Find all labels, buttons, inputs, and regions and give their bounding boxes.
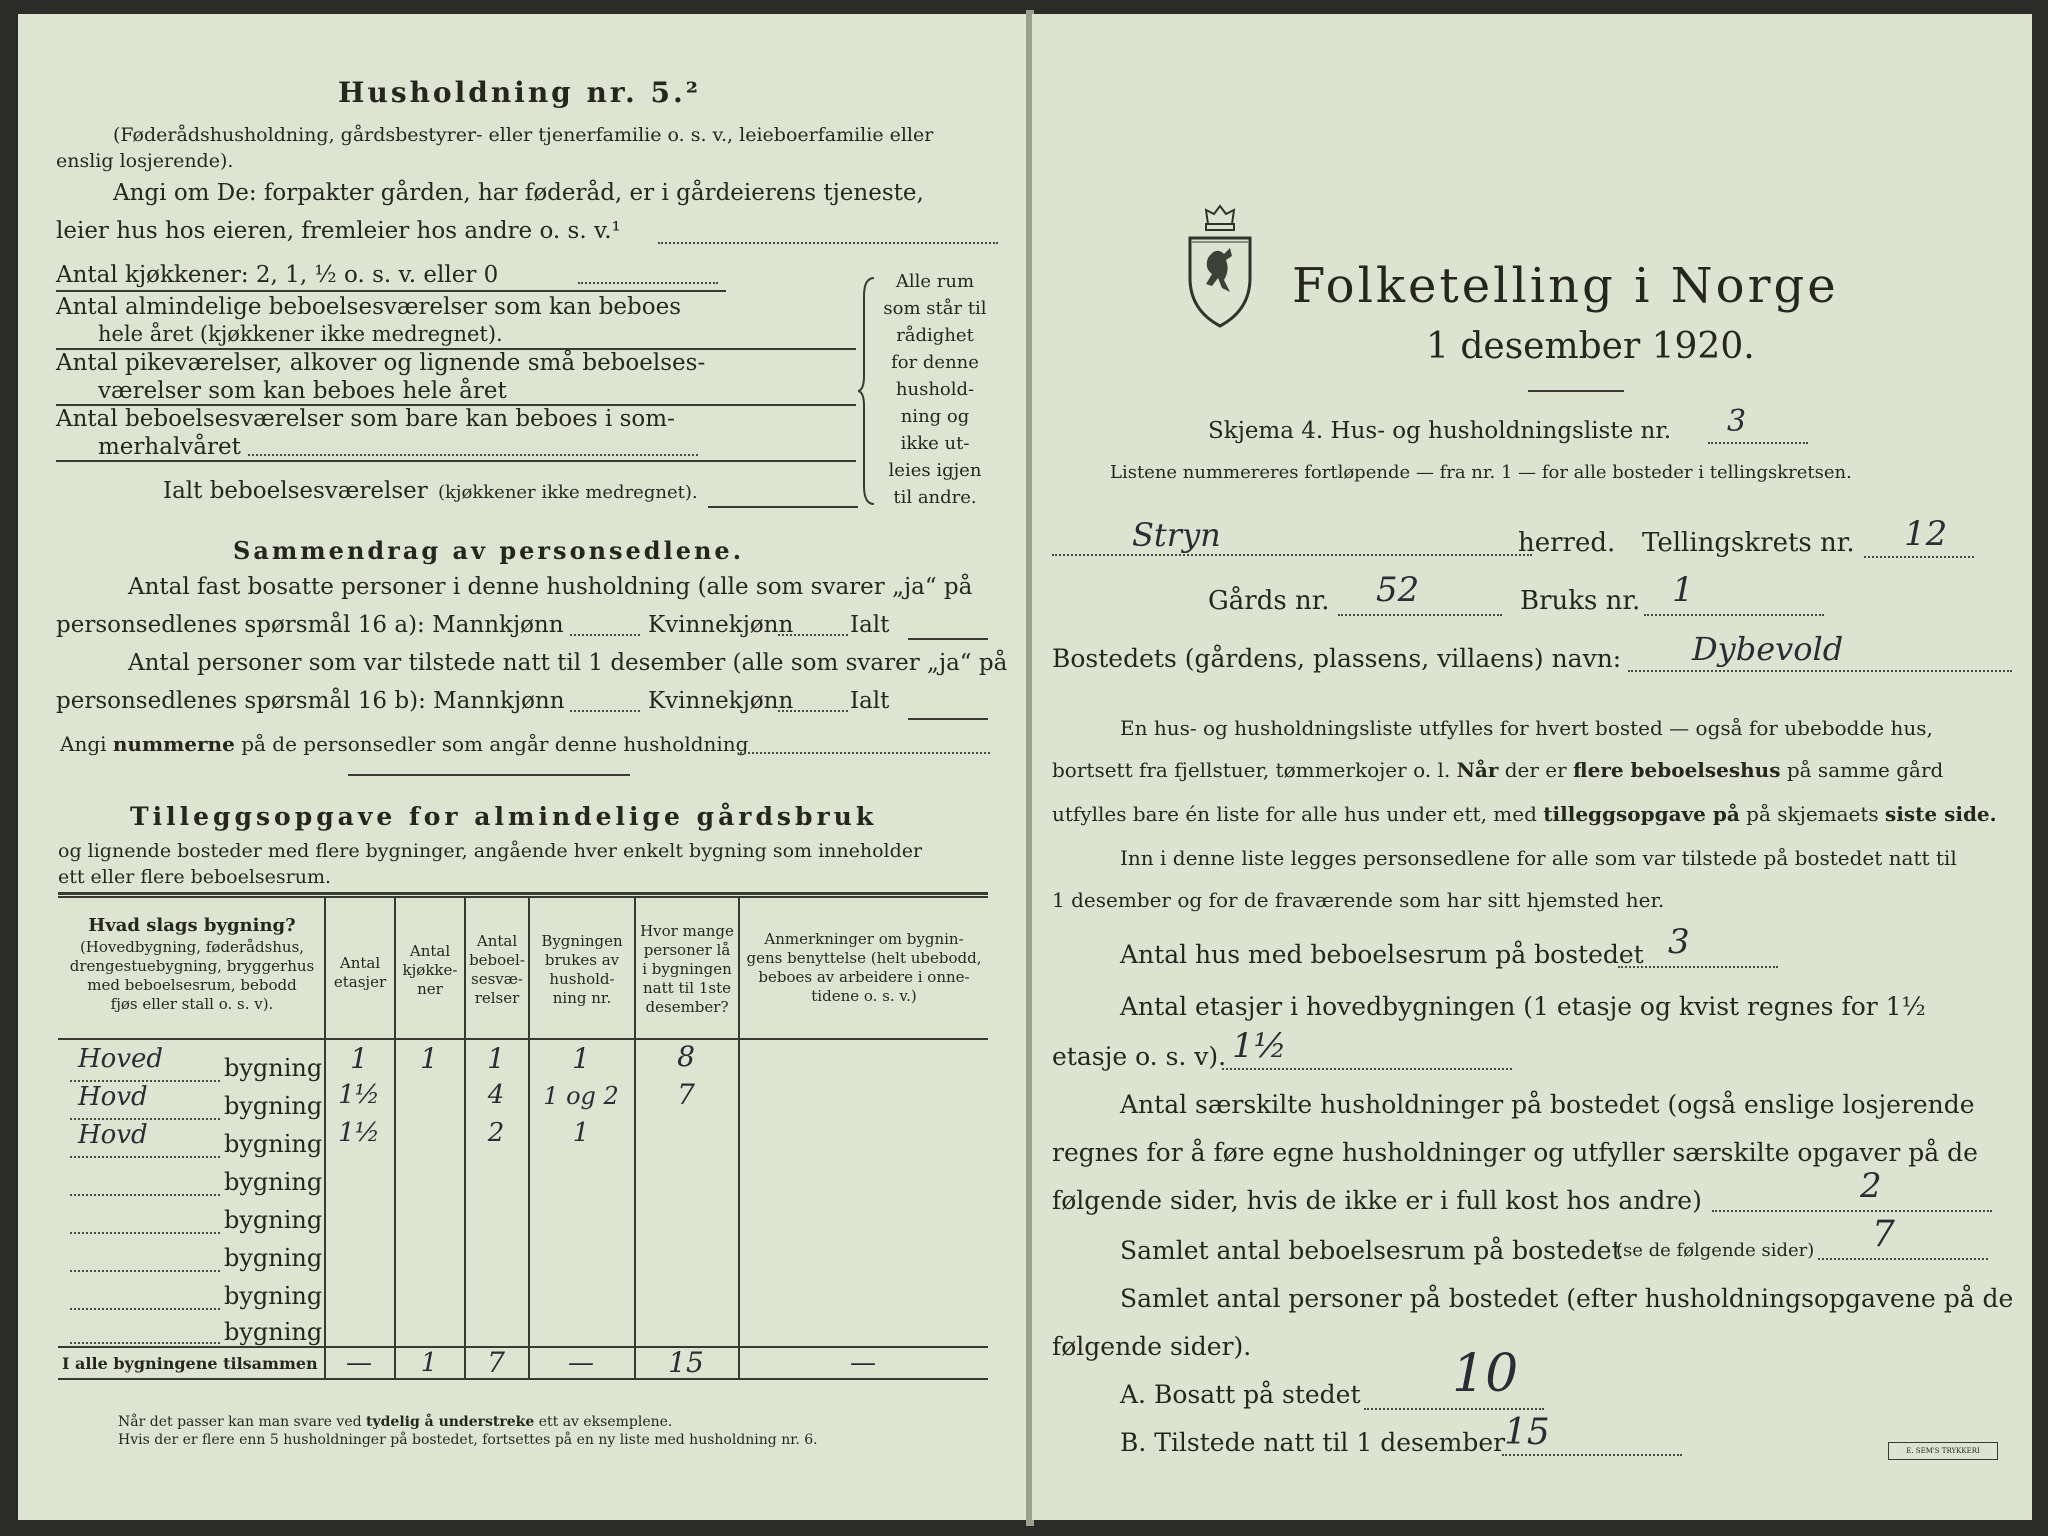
bosted-value: Dybevold [1692,630,1844,668]
husholdning-title: Husholdning nr. 5.² [338,76,702,109]
herred-label: herred. [1518,528,1616,558]
intro-line-2: enslig losjerende). [56,150,234,172]
bosted-label: Bostedets (gårdens, plassens, villaens) navn: [1052,644,1622,673]
sammendrag-p2-line2: personsedlenes spørsmål 16 b): Mannkjønn [56,688,565,714]
alm-line-1: Antal almindelige beboelsesværelser som kan beboes [56,294,682,320]
header-brukes: Bygningen brukes av hushold- ning nr. [541,932,623,1007]
alm-line-2: hele året (kjøkkener ikke medregnet). [98,322,503,346]
footnote-1: Når det passer kan man svare ved tydelig å understreke ett av eksemplene. [118,1414,673,1430]
header-hvad: Hvad slags bygning? (Hovedbygning, føderådshus, drengestuebygning, bryggerhus med beboelsesrum, bebodd fjøs eller stall o. s. v). [69,915,315,1013]
sommer-line-2: merhalvåret [98,434,241,460]
saerskilte-line-3: følgende sider, hvis de ikke er i full kost hos andre) [1052,1186,1702,1215]
samlet-pers-line-1: Samlet antal personer på bostedet (efter husholdningsopgavene på de [1120,1284,2014,1313]
tellingskrets-value: 12 [1904,514,1948,554]
intro-line-1: (Føderådshusholdning, gårdsbestyrer- eller tjenerfamilie o. s. v., leieboerfamilie eller [113,124,934,146]
tilstede-label: B. Tilstede natt til 1 desember [1120,1428,1506,1457]
samlet-rum-value: 7 [1872,1214,1895,1255]
bruks-label: Bruks nr. [1520,586,1641,616]
instructions-2-line2: 1 desember og for de fraværende som har sitt hjemsted her. [1052,888,1665,912]
pike-line-1: Antal pikeværelser, alkover og lignende små beboelses- [56,350,706,376]
printer-stamp: E. SEM'S TRYKKERI [1888,1442,1998,1460]
sammendrag-title: Sammendrag av personsedlene. [233,536,745,565]
header-etasjer: Antal etasjer [333,954,387,991]
header-anmerkninger: Anmerkninger om bygnin- gens benyttelse (helt ubebodd, beboes av arbeidere i onne- tidene o. s. v.) [746,930,982,1005]
samlet-pers-line-2: følgende sider). [1052,1332,1252,1361]
skjema-number: 3 [1727,404,1747,439]
ialt-label-1: Ialt [850,612,890,638]
etasjer-value: 1½ [1232,1026,1287,1066]
main-title: Folketelling i Norge [1292,258,1839,314]
header-vaerelser: Antal beboel- sesvæ- relser [469,932,525,1007]
tellingskrets-label: Tellingskrets nr. [1642,528,1855,558]
sammendrag-p1-line1: Antal fast bosatte personer i denne husholdning (alle som svarer „ja“ på [128,574,973,600]
tillegg-sub-1: og lignende bosteder med flere bygninger, angående hver enkelt bygning som inneholder [58,840,923,862]
samlet-rum-note: (se de følgende sider) [1616,1240,1815,1261]
etasjer-line-2: etasje o. s. v). [1052,1042,1227,1071]
footnote-2: Hvis der er flere enn 5 husholdninger på bostedet, fortsettes på en ny liste med husholdning nr. 6. [118,1432,818,1448]
gards-value: 52 [1376,570,1420,610]
pike-line-2: værelser som kan beboes hele året [98,378,507,404]
saerskilte-value: 2 [1860,1166,1882,1206]
skjema-label: Skjema 4. Hus- og husholdningsliste nr. [1208,418,1672,444]
header-kjokkener: Antal kjøkke- ner [402,942,458,998]
kvinnekjonn-label-2: Kvinnekjønn [648,688,794,714]
sammendrag-p2-line1: Antal personer som var tilstede natt til 1 desember (alle som svarer „ja“ på [128,650,1008,676]
right-page: Folketelling i Norge 1 desember 1920. Skjema 4. Hus- og husholdningsliste nr. 3 Listene nummereres fortløpende — fra nr. 1 — for alle bosteder i tellingskretsen. Stryn herred. Tellingskrets nr. 12 Gårds nr. 52 Bruks nr. 1 Bostedets (gårdens, plassens, villaens) navn: Dybevold En hus- og husholdningsliste utfylles for hvert bosted — også for ubebodde hus, bortsett fra fjellstuer, tømmerkojer o. l. Når der er flere beboelseshus på samme gård utfylles bare én liste for alle hus under ett, med tilleggsopgave på på skjemaets siste side. Inn i denne liste legges personsedlene for alle som var tilstede på bostedet natt til 1 desember og for de fraværende som har sitt hjemsted her. Antal hus med beboelsesrum på bostedet 3 Antal etasjer i hovedbygningen (1 etasje og kvist regnes for 1½ etasje o. s. v). 1½ Antal særskilte husholdninger på bostedet (også enslige losjerende regnes for å føre egne husholdninger og utfyller særskilte opgaver på de følgende sider, hvis de ikke er i full kost hos andre) 2 Samlet antal beboelsesrum på bostedet (se de følgende sider) 7 Samlet antal personer på bostedet (efter husholdningsopgavene på de følgende sider). A. Bosatt på stedet 10 B. Tilstede natt til 1 desember 15 E. SEM'S TRYKKERI [1032,14,2032,1520]
brace-icon [858,276,878,506]
left-page: Husholdning nr. 5.² (Føderådshusholdning, gårdsbestyrer- eller tjenerfamilie o. s. v., leieboerfamilie eller enslig losjerende). Angi om De: forpakter gården, har føderåd, er i gårdeierens tjeneste, leier hus hos eieren, fremleier hos andre o. s. v.¹ Antal kjøkkener: 2, 1, ½ o. s. v. eller 0 Antal almindelige beboelsesværelser som kan beboes hele året (kjøkkener ikke medregnet). Antal pikeværelser, alkover og lignende små beboelses- værelser som kan beboes hele året Antal beboelsesværelser som bare kan beboes i som- merhalvåret Ialt beboelsesværelser (kjøkkener ikke medregnet). Alle rum som står til rådighet for denne hushold- ning og ikke ut- leies igjen til andre. Sammendrag av personsedlene. Antal fast bosatte personer i denne husholdning (alle som svarer „ja“ på personsedlenes spørsmål 16 a): Mannkjønn Kvinnekjønn Ialt Antal personer som var tilstede natt til 1 desember (alle som svarer „ja“ på personsedlenes spørsmål 16 b): Mannkjønn Kvinnekjønn Ialt Angi nummerne på de personsedler som angår denne husholdning Tilleggsopgave for almindelige gårdsbruk og lignende bosteder med flere bygninger, angående hver enkelt bygning som inneholder ett eller flere beboelsesrum. Hvad slags bygning? (Hovedbygning, føderådshus, drengestuebygning, bryggerhus med beboelsesrum, bebodd fjøs eller stall o. s. v). Antal etasjer Antal kjøkke- ner Antal beboel- sesvæ- relser Bygningen brukes av hushold- ning nr. Hvor mange personer lå i bygningen natt til 1ste desember? Anmerkninger om bygnin- gens benyttelse (helt ubebodd, beboes av arbeidere i onne- tidene o. s. v.) Hoved bygning 1 1 1 1 8 Hovd bygning 1½ 4 1 og 2 7 Hovd bygning 1½ 2 1 bygning bygning bygning bygning bygning I alle bygningene tilsammen — 1 7 — 15 — Når det passer kan man svare ved tydelig å understreke ett av eksemplene. Hvis der er flere enn 5 husholdninger på bostedet, fortsettes på en ny liste med husholdning nr. 6. [18,14,1028,1520]
sommer-line-1: Antal beboelsesværelser som bare kan beboes i som- [56,406,675,432]
census-date: 1 desember 1920. [1426,326,1755,367]
etasjer-line-1: Antal etasjer i hovedbygningen (1 etasje og kvist regnes for 1½ [1120,992,1926,1021]
coat-of-arms-icon [1182,202,1258,330]
kvinnekjonn-label-1: Kvinnekjønn [648,612,794,638]
bosatt-label: A. Bosatt på stedet [1120,1380,1361,1409]
tilstede-value: 15 [1504,1412,1550,1453]
antal-hus-value: 3 [1668,922,1690,962]
ialt-rooms-label: Ialt beboelsesværelser [163,478,428,504]
angi-line-2: leier hus hos eieren, fremleier hos andre o. s. v.¹ [56,218,621,244]
header-personer: Hvor mange personer lå i bygningen natt til 1ste desember? [640,922,734,1016]
angi-nummerne: Angi nummerne på de personsedler som angår denne husholdning [60,732,749,756]
tillegg-title: Tilleggsopgave for almindelige gårdsbruk [130,802,878,831]
tillegg-sub-2: ett eller flere beboelsesrum. [58,866,332,888]
side-note: Alle rum som står til rådighet for denne hushold- ning og ikke ut- leies igjen til andre. [883,271,987,508]
listene-note: Listene nummereres fortløpende — fra nr. 1 — for alle bosteder i tellingskretsen. [1110,462,1852,483]
bosatt-value: 10 [1452,1344,1519,1404]
saerskilte-line-2: regnes for å føre egne husholdninger og utfyller særskilte opgaver på de [1052,1138,1978,1167]
samlet-rum-label: Samlet antal beboelsesrum på bostedet [1120,1236,1622,1265]
kjokkener-label: Antal kjøkkener: 2, 1, ½ o. s. v. eller 0 [56,262,499,288]
angi-line-1: Angi om De: forpakter gården, har føderåd, er i gårdeierens tjeneste, [113,180,924,206]
antal-hus-label: Antal hus med beboelsesrum på bostedet [1120,940,1644,969]
bruks-value: 1 [1672,570,1694,610]
sammendrag-p1-line2: personsedlenes spørsmål 16 a): Mannkjønn [56,612,564,638]
instructions-2-line1: Inn i denne liste legges personsedlene for alle som var tilstede på bostedet natt til [1120,846,1957,870]
ialt-rooms-note: (kjøkkener ikke medregnet). [438,482,698,503]
gards-label: Gårds nr. [1208,586,1330,616]
saerskilte-line-1: Antal særskilte husholdninger på bostedet (også enslige losjerende [1120,1090,1975,1119]
herred-value: Stryn [1132,516,1221,554]
ialt-label-2: Ialt [850,688,890,714]
